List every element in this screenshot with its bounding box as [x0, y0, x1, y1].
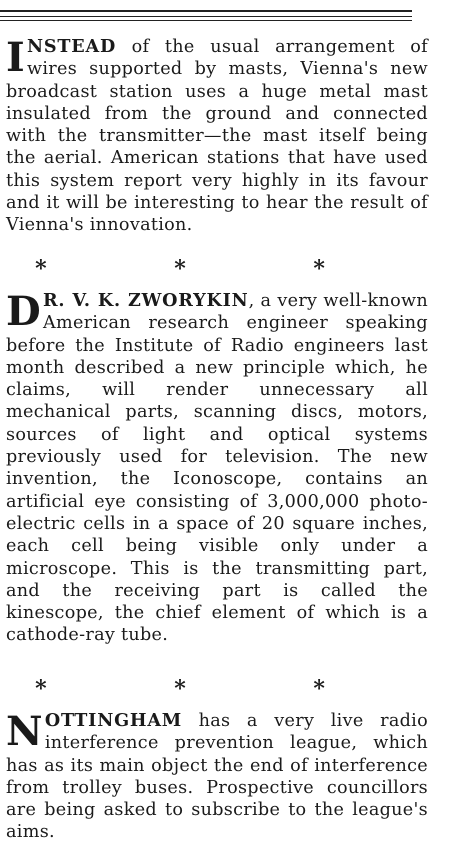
lead-word: R. V. K. ZWORYKIN — [43, 290, 249, 311]
article-paragraph — [6, 710, 428, 844]
section-separator: * * * — [35, 676, 385, 702]
article-nottingham — [6, 710, 428, 844]
article-zworykin — [6, 290, 428, 647]
drop-cap: I — [6, 34, 26, 81]
article-paragraph — [6, 36, 428, 237]
drop-cap: D — [6, 288, 41, 335]
top-rule — [0, 10, 412, 12]
article-paragraph — [6, 290, 428, 647]
top-rule — [0, 16, 412, 17]
lead-word: NSTEAD — [27, 36, 117, 57]
article-body: has a very live radio interference prevention league, which has as its main object the end of interference from trolley buses. Prospective councillors are being asked to subscribe to the league's aims. — [6, 711, 428, 843]
section-separator: * * * — [35, 256, 385, 282]
lead-word: OTTINGHAM — [44, 710, 183, 731]
top-rule — [0, 20, 412, 21]
article-body: of the usual arrangement of wires supported by masts, Vienna's new broadcast station uses a huge metal mast insulated from the ground and connected with the transmitter—the mast itself being the aerial. American stations that have used this system report very highly in its favour and it will be interesting to hear the result of Vienna's innovation. — [6, 37, 428, 236]
drop-cap: N — [6, 708, 43, 755]
article-vienna-mast — [6, 36, 428, 237]
article-body: , a very well-known American research engineer speaking before the Institute of Radio engineers last month described a new principle which, he claims, will render unnecessary all mechanical parts, scanning discs, motors, sources of light and optical systems previously used for television. The new invention, the Iconoscope, contains an artificial eye consisting of 3,000,000 photo-electric cells in a space of 20 square inches, each cell being visible only under a microscope. This is the transmitting part, and the receiving part is called the kinescope, the chief element of which is a cathode-ray tube. — [6, 291, 429, 646]
